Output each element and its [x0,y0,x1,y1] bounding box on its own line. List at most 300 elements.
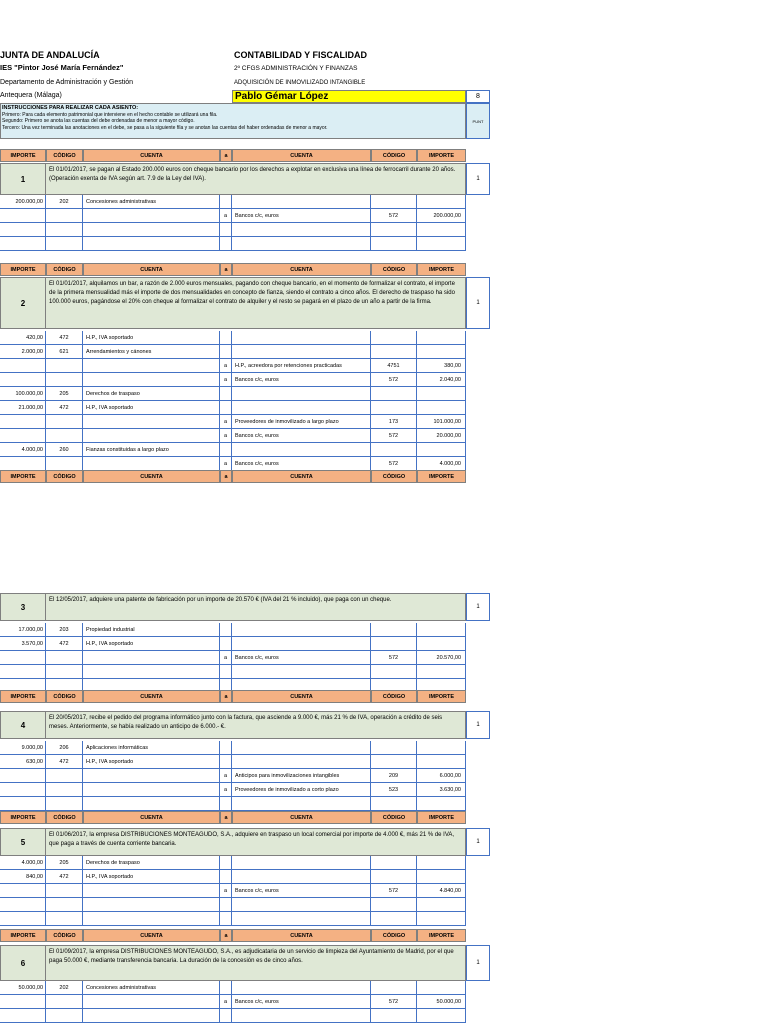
column-header-importe: IMPORTE [417,149,466,162]
column-header-cuenta: CUENTA [83,263,220,276]
cell-cuenta[interactable]: Propiedad industrial [83,623,220,637]
cell-a[interactable]: a [220,209,232,223]
entry-text: El 12/05/2017, adquiere una patente de fabricación por un importe de 20.570 € (IVA del 21 % incluido), que paga con un cheque. [46,593,466,621]
cell-cuenta[interactable] [232,856,371,870]
cell-codigo[interactable]: 621 [46,345,83,359]
column-header-cuenta: CUENTA [83,811,220,824]
cell-codigo[interactable] [371,637,417,651]
punt-label: PUNT [466,103,490,139]
cell-cuenta[interactable]: Bancos c/c, euros [232,995,371,1009]
cell-codigo[interactable]: 572 [371,209,417,223]
cell-codigo[interactable]: 260 [46,443,83,457]
cell-codigo[interactable] [371,1009,417,1023]
cell-a[interactable] [220,755,232,769]
column-header-row [0,149,466,163]
cell-cuenta[interactable]: Bancos c/c, euros [232,884,371,898]
cell-codigo[interactable] [371,237,417,251]
journal-row [0,209,466,223]
cell-codigo[interactable]: 472 [46,401,83,415]
cell-a[interactable] [220,981,232,995]
cell-importe[interactable] [417,1009,466,1023]
cell-codigo[interactable] [46,995,83,1009]
cell-codigo[interactable] [46,209,83,223]
cell-codigo[interactable] [371,223,417,237]
cell-cuenta[interactable]: Proveedores de inmovilizado a corto plazo [232,783,371,797]
cell-cuenta[interactable] [232,637,371,651]
column-header-codigo: CÓDIGO [371,811,417,824]
cell-cuenta[interactable]: Derechos de traspaso [83,856,220,870]
cell-cuenta[interactable] [83,912,220,926]
cell-codigo[interactable]: 205 [46,387,83,401]
journal-row [0,401,466,415]
cell-codigo[interactable]: 202 [46,981,83,995]
city: Antequera (Málaga) [0,92,62,99]
cell-cuenta[interactable] [232,195,371,209]
cell-cuenta[interactable] [232,443,371,457]
entry-points: 1 [466,277,490,329]
cell-a[interactable] [220,401,232,415]
cell-codigo[interactable] [46,898,83,912]
cell-cuenta[interactable]: Arrendamientos y cánones [83,345,220,359]
cell-cuenta[interactable] [83,209,220,223]
cell-cuenta[interactable] [232,237,371,251]
journal-row [0,769,466,783]
cell-importe[interactable]: 20.000,00 [417,429,466,443]
cell-codigo[interactable] [371,345,417,359]
cell-cuenta[interactable] [83,1009,220,1023]
cell-codigo[interactable] [46,912,83,926]
journal-row [0,856,466,870]
cell-a[interactable] [220,1009,232,1023]
cell-cuenta[interactable]: Bancos c/c, euros [232,429,371,443]
journal-row [0,995,466,1009]
entry-statement [0,593,466,621]
cell-a[interactable] [220,331,232,345]
cell-cuenta[interactable]: Bancos c/c, euros [232,209,371,223]
cell-a[interactable]: a [220,373,232,387]
cell-importe[interactable]: 200.000,00 [0,195,46,209]
entry-statement [0,711,466,739]
cell-cuenta[interactable] [232,741,371,755]
cell-importe[interactable] [0,769,46,783]
cell-cuenta[interactable] [232,755,371,769]
cell-a[interactable] [220,195,232,209]
cell-importe[interactable]: 17.000,00 [0,623,46,637]
cell-codigo[interactable]: 523 [371,783,417,797]
journal-row [0,345,466,359]
cell-cuenta[interactable] [83,429,220,443]
cell-importe[interactable] [0,665,46,679]
column-header-a: a [220,263,232,276]
column-header-row [0,811,466,825]
journal-row [0,1009,466,1023]
cell-importe[interactable] [0,797,46,811]
cell-codigo[interactable] [371,797,417,811]
cell-importe[interactable]: 4.000,00 [0,443,46,457]
cell-cuenta[interactable]: Anticipos para inmovilizaciones intangibles [232,769,371,783]
cell-importe[interactable]: 9.000,00 [0,741,46,755]
journal-row [0,195,466,209]
cell-importe[interactable]: 21.000,00 [0,401,46,415]
cell-codigo[interactable] [46,359,83,373]
cell-cuenta[interactable]: Bancos c/c, euros [232,373,371,387]
cell-importe[interactable] [0,651,46,665]
cell-a[interactable] [220,443,232,457]
cell-importe[interactable] [417,741,466,755]
cell-a[interactable]: a [220,995,232,1009]
cell-cuenta[interactable]: Proveedores de inmovilizado a largo plazo [232,415,371,429]
column-header-importe: IMPORTE [417,263,466,276]
cell-importe[interactable] [417,223,466,237]
cell-importe[interactable] [0,429,46,443]
cell-importe[interactable]: 50.000,00 [417,995,466,1009]
cell-cuenta[interactable] [232,345,371,359]
cell-codigo[interactable] [371,331,417,345]
journal-row [0,651,466,665]
cell-importe[interactable] [0,912,46,926]
cell-cuenta[interactable] [83,665,220,679]
cell-importe[interactable] [0,209,46,223]
cell-a[interactable] [220,856,232,870]
journal-row [0,797,466,811]
journal-row [0,981,466,995]
cell-a[interactable]: a [220,359,232,373]
cell-codigo[interactable]: 472 [46,637,83,651]
column-header-cuenta: CUENTA [83,929,220,942]
cell-importe[interactable]: 3.570,00 [0,637,46,651]
cell-cuenta[interactable] [232,797,371,811]
column-header-codigo: CÓDIGO [371,470,417,483]
cell-codigo[interactable]: 203 [46,623,83,637]
cell-codigo[interactable] [46,884,83,898]
cell-importe[interactable]: 2.000,00 [0,345,46,359]
cell-cuenta[interactable]: H.P., IVA soportado [83,331,220,345]
cell-a[interactable] [220,345,232,359]
cell-cuenta[interactable] [232,870,371,884]
cell-importe[interactable] [417,237,466,251]
cell-codigo[interactable] [46,429,83,443]
column-header-a: a [220,149,232,162]
cell-a[interactable] [220,623,232,637]
cell-codigo[interactable]: 572 [371,884,417,898]
cell-codigo[interactable] [46,1009,83,1023]
cell-codigo[interactable]: 572 [371,995,417,1009]
cell-cuenta[interactable]: H.P., IVA soportado [83,401,220,415]
column-header-importe: IMPORTE [417,690,466,703]
cell-codigo[interactable] [46,223,83,237]
cell-a[interactable]: a [220,415,232,429]
cell-cuenta[interactable] [83,797,220,811]
cell-importe[interactable] [417,665,466,679]
cell-codigo[interactable] [46,797,83,811]
cell-importe[interactable]: 380,00 [417,359,466,373]
course: 2º CFGS ADMINISTRACIÓN Y FINANZAS [234,65,358,72]
column-header-cuenta: CUENTA [232,470,371,483]
journal-row [0,623,466,637]
cell-cuenta[interactable]: Aplicaciones informáticas [83,741,220,755]
cell-cuenta[interactable] [83,995,220,1009]
cell-codigo[interactable] [371,401,417,415]
cell-importe[interactable] [417,637,466,651]
cell-codigo[interactable] [371,387,417,401]
cell-codigo[interactable] [46,783,83,797]
cell-codigo[interactable]: 173 [371,415,417,429]
journal-row [0,373,466,387]
cell-cuenta[interactable] [83,373,220,387]
cell-importe[interactable] [0,415,46,429]
column-header-cuenta: CUENTA [232,263,371,276]
cell-importe[interactable] [417,981,466,995]
cell-cuenta[interactable] [232,898,371,912]
cell-cuenta[interactable]: Fianzas constituidas a largo plazo [83,443,220,457]
cell-importe[interactable] [417,195,466,209]
cell-cuenta[interactable] [232,623,371,637]
cell-importe[interactable] [417,912,466,926]
cell-a[interactable] [220,912,232,926]
cell-codigo[interactable]: 205 [46,856,83,870]
entry-text: El 01/09/2017, la empresa DISTRIBUCIONES MONTEAGUDO, S.A., es adjudicataria de un servicio de limpieza del Ayuntamiento de Madrid, por el que paga 50.000 €, mediante transferencia bancaria. La duración de la concesión es de cinco años. [46,945,466,981]
cell-a[interactable] [220,870,232,884]
journal-row [0,457,466,471]
column-header-cuenta: CUENTA [83,149,220,162]
cell-codigo[interactable] [371,443,417,457]
cell-cuenta[interactable] [232,387,371,401]
cell-importe[interactable]: 630,00 [0,755,46,769]
cell-a[interactable]: a [220,884,232,898]
column-header-row [0,263,466,277]
cell-cuenta[interactable] [232,401,371,415]
cell-cuenta[interactable]: H.P., IVA soportado [83,870,220,884]
cell-importe[interactable] [417,443,466,457]
cell-codigo[interactable]: 4751 [371,359,417,373]
cell-a[interactable] [220,237,232,251]
cell-importe[interactable] [0,995,46,1009]
cell-codigo[interactable] [46,415,83,429]
cell-codigo[interactable] [371,856,417,870]
cell-a[interactable]: a [220,769,232,783]
cell-a[interactable] [220,797,232,811]
column-header-codigo: CÓDIGO [46,811,83,824]
cell-a[interactable] [220,898,232,912]
journal-row [0,912,466,926]
cell-codigo[interactable] [46,651,83,665]
cell-cuenta[interactable]: Bancos c/c, euros [232,457,371,471]
column-header-cuenta: CUENTA [232,149,371,162]
cell-codigo[interactable] [371,195,417,209]
cell-importe[interactable] [0,898,46,912]
column-header-row [0,929,466,943]
cell-codigo[interactable] [371,623,417,637]
column-header-importe: IMPORTE [417,811,466,824]
entry-points: 1 [466,828,490,856]
column-header-importe: IMPORTE [0,929,46,942]
cell-importe[interactable]: 840,00 [0,870,46,884]
column-header-codigo: CÓDIGO [371,263,417,276]
cell-importe[interactable] [417,345,466,359]
cell-codigo[interactable] [46,769,83,783]
cell-codigo[interactable]: 572 [371,651,417,665]
cell-codigo[interactable] [46,237,83,251]
cell-cuenta[interactable]: H.P., acreedora por retenciones practicadas [232,359,371,373]
cell-importe[interactable]: 2.040,00 [417,373,466,387]
cell-importe[interactable]: 20.570,00 [417,651,466,665]
column-header-a: a [220,811,232,824]
cell-importe[interactable] [0,884,46,898]
cell-cuenta[interactable] [83,769,220,783]
instructions-line-1: Primero: Para cada elemento patrimonial que interviene en el hecho contable se utilizará una fila. [2,111,218,118]
cell-cuenta[interactable]: Concesiones administrativas [83,981,220,995]
cell-codigo[interactable]: 472 [46,331,83,345]
instructions-line-2: Segundo: Primero se anota las cuentas del debe ordenadas de menor a mayor código. [2,118,195,124]
entry-text: El 01/01/2017, se pagan al Estado 200.000 euros con cheque bancario por los derechos a explotar en exclusiva una línea de ferrocarril durante 20 años. (Operación exenta de IVA según art. 7.9 de la Ley del IVA). [46,163,466,195]
entry-points: 1 [466,945,490,981]
cell-importe[interactable] [0,237,46,251]
cell-importe[interactable]: 6.000,00 [417,769,466,783]
cell-importe[interactable]: 4.840,00 [417,884,466,898]
cell-a[interactable] [220,741,232,755]
cell-cuenta[interactable]: Derechos de traspaso [83,387,220,401]
entry-number: 3 [0,593,46,621]
journal-row [0,898,466,912]
column-header-codigo: CÓDIGO [46,690,83,703]
cell-cuenta[interactable] [232,331,371,345]
column-header-importe: IMPORTE [0,690,46,703]
instructions-box [0,103,466,139]
cell-cuenta[interactable] [83,651,220,665]
cell-importe[interactable]: 420,00 [0,331,46,345]
cell-importe[interactable]: 4.000,00 [0,856,46,870]
cell-codigo[interactable]: 572 [371,373,417,387]
cell-importe[interactable] [417,623,466,637]
cell-importe[interactable] [0,457,46,471]
instructions-title: INSTRUCCIONES PARA REALIZAR CADA ASIENTO: [2,105,139,111]
cell-a[interactable]: a [220,651,232,665]
cell-cuenta[interactable] [232,981,371,995]
entry-number: 4 [0,711,46,739]
cell-cuenta[interactable]: H.P., IVA soportado [83,637,220,651]
cell-importe[interactable] [417,387,466,401]
cell-codigo[interactable] [46,373,83,387]
cell-cuenta[interactable]: Bancos c/c, euros [232,651,371,665]
cell-codigo[interactable] [371,755,417,769]
cell-cuenta[interactable] [83,884,220,898]
cell-codigo[interactable] [371,741,417,755]
cell-cuenta[interactable] [232,1009,371,1023]
cell-importe[interactable] [0,223,46,237]
cell-a[interactable] [220,665,232,679]
cell-codigo[interactable] [371,665,417,679]
cell-importe[interactable] [417,797,466,811]
column-header-importe: IMPORTE [417,470,466,483]
cell-importe[interactable] [0,359,46,373]
cell-importe[interactable]: 3.630,00 [417,783,466,797]
cell-importe[interactable]: 4.000,00 [417,457,466,471]
cell-cuenta[interactable]: H.P., IVA soportado [83,755,220,769]
entry-points: 1 [466,163,490,195]
cell-importe[interactable]: 100.000,00 [0,387,46,401]
student-name[interactable]: Pablo Gémar López [232,90,466,103]
entry-number: 1 [0,163,46,195]
cell-cuenta[interactable] [83,898,220,912]
cell-importe[interactable] [417,898,466,912]
cell-cuenta[interactable] [83,415,220,429]
column-header-a: a [220,470,232,483]
cell-importe[interactable] [417,331,466,345]
cell-cuenta[interactable]: Concesiones administrativas [83,195,220,209]
cell-codigo[interactable] [371,912,417,926]
cell-codigo[interactable]: 472 [46,870,83,884]
cell-importe[interactable]: 200.000,00 [417,209,466,223]
column-header-row [0,690,466,704]
cell-codigo[interactable] [371,898,417,912]
cell-cuenta[interactable] [83,457,220,471]
cell-importe[interactable] [0,373,46,387]
column-header-codigo: CÓDIGO [371,929,417,942]
cell-a[interactable]: a [220,429,232,443]
cell-codigo[interactable]: 202 [46,195,83,209]
entry-number: 2 [0,277,46,329]
column-header-row [0,470,466,484]
score: 8 [466,90,490,103]
journal-row [0,331,466,345]
cell-cuenta[interactable] [83,237,220,251]
column-header-cuenta: CUENTA [232,929,371,942]
cell-a[interactable] [220,387,232,401]
cell-codigo[interactable]: 572 [371,457,417,471]
cell-importe[interactable]: 101.000,00 [417,415,466,429]
cell-cuenta[interactable] [83,783,220,797]
instructions-line-3: Tercero: Una vez terminada las anotaciones en el debe, se pasa a la siguiente fila y se anotan las cuentas del haber ordenadas de menor a mayor. [2,124,328,131]
cell-cuenta[interactable] [232,223,371,237]
cell-cuenta[interactable] [83,359,220,373]
cell-a[interactable] [220,637,232,651]
topic: ADQUISICIÓN DE INMOVILIZADO INTANGIBLE [234,80,366,86]
cell-cuenta[interactable] [83,223,220,237]
cell-codigo[interactable]: 572 [371,429,417,443]
cell-importe[interactable] [417,401,466,415]
column-header-cuenta: CUENTA [83,690,220,703]
school-name: IES "Pintor José María Fernández" [0,63,124,72]
column-header-codigo: CÓDIGO [371,149,417,162]
cell-codigo[interactable] [46,665,83,679]
cell-codigo[interactable] [371,870,417,884]
cell-importe[interactable] [0,1009,46,1023]
cell-cuenta[interactable] [232,665,371,679]
entry-statement [0,945,466,981]
cell-cuenta[interactable] [232,912,371,926]
journal-row [0,429,466,443]
journal-row [0,237,466,251]
cell-codigo[interactable]: 206 [46,741,83,755]
cell-importe[interactable] [0,783,46,797]
cell-importe[interactable]: 50.000,00 [0,981,46,995]
cell-a[interactable]: a [220,457,232,471]
journal-row [0,387,466,401]
cell-codigo[interactable] [46,457,83,471]
cell-codigo[interactable]: 472 [46,755,83,769]
cell-codigo[interactable] [371,981,417,995]
cell-a[interactable] [220,223,232,237]
cell-importe[interactable] [417,870,466,884]
cell-a[interactable]: a [220,783,232,797]
cell-importe[interactable] [417,755,466,769]
column-header-codigo: CÓDIGO [46,263,83,276]
cell-codigo[interactable]: 209 [371,769,417,783]
cell-importe[interactable] [417,856,466,870]
entry-number: 5 [0,828,46,856]
column-header-cuenta: CUENTA [83,470,220,483]
journal-row [0,741,466,755]
